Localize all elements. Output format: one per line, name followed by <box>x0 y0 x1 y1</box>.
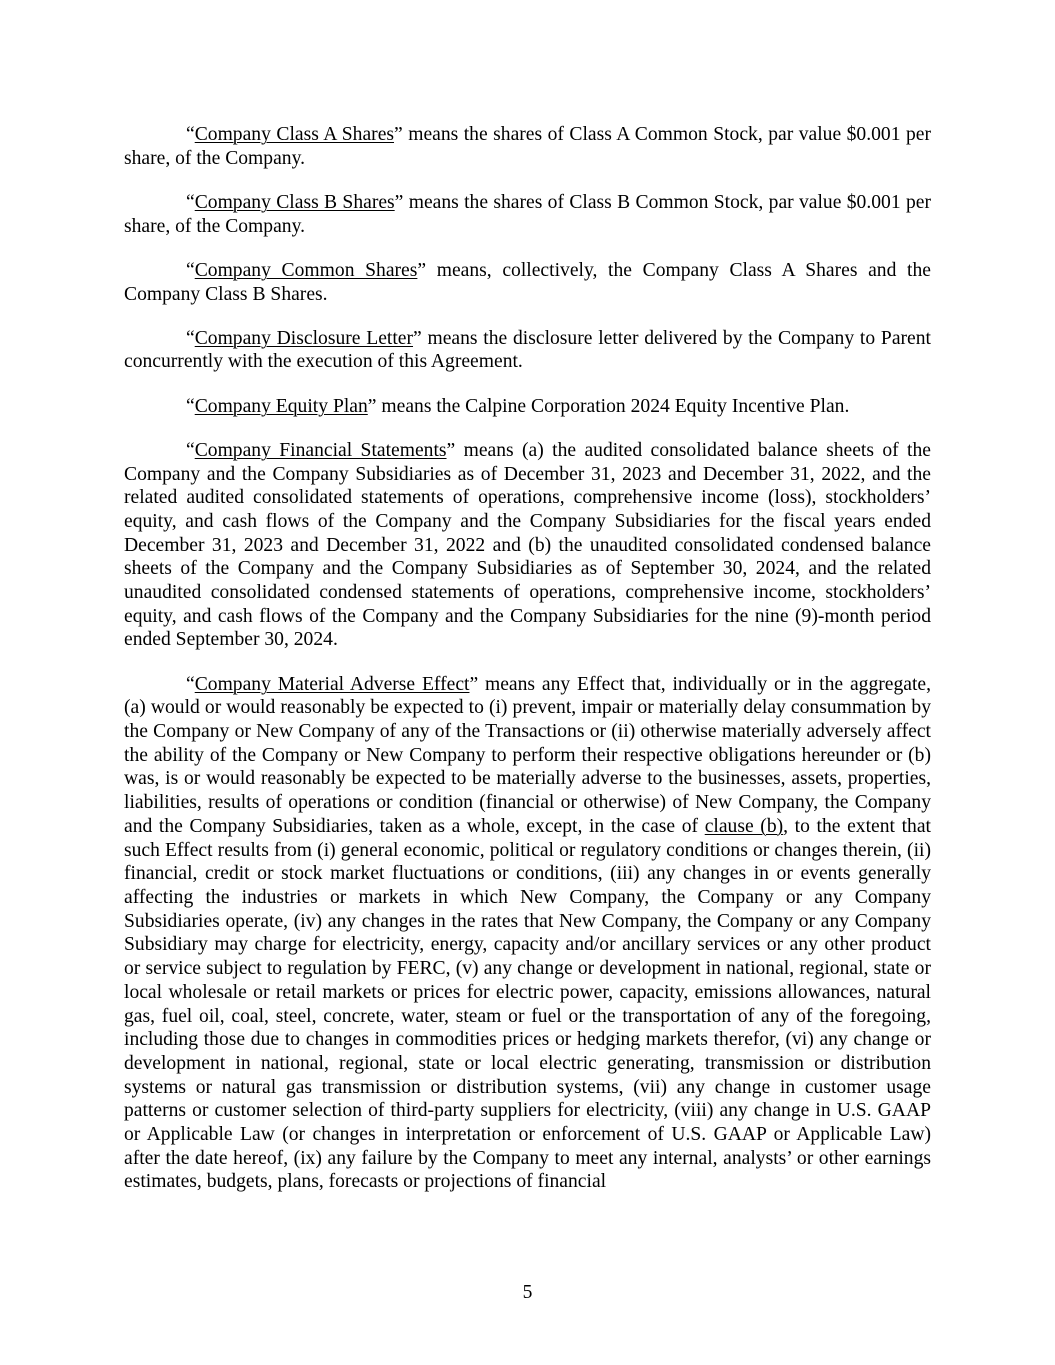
defined-term: Company Material Adverse Effect <box>194 673 470 695</box>
document-page <box>124 123 931 1194</box>
definition-company-financial-statements: “Company Financial Statements” means (a) the audited consolidated balance sheets of the Company and the Company Subsidiaries as of December 31, 2023 and December 31, 2022, and the related audited consolidated statements of operations, comprehensive income (loss), stockholders’ equity, and cash flows of the Company and the Company Subsidiaries for the fiscal years ended December 31, 2023 and December 31, 2022 and (b) the unaudited consolidated condensed balance sheets of the Company and the Company Subsidiaries as of September 30, 2024, and the related unaudited consolidated condensed statements of operations, comprehensive income, stockholders’ equity, and cash flows of the Company and the Company Subsidiaries for the nine (9)-month period ended September 30, 2024. <box>124 439 931 651</box>
defined-term: Company Equity Plan <box>194 395 368 417</box>
definition-text: means (a) the audited consolidated balance sheets of the Company and the Company Subsidiaries as of December 31, 2023 and December 31, 2022, and the related audited consolidated statements of operations, comprehensive income (loss), stockholders’ equity, and cash flows of the Company and the Company Subsidiaries for the fiscal years ended December 31, 2023 and December 31, 2022 and (b) the unaudited consolidated condensed balance sheets of the Company and the Company Subsidiaries as of September 30, 2024, and the related unaudited consolidated condensed statements of operations, comprehensive income, stockholders’ equity, and cash flows of the Company and the Company Subsidiaries for the nine (9)-month period ended September 30, 2024. <box>124 439 931 651</box>
definition-company-class-a-shares: “Company Class A Shares” means the shares of Class A Common Stock, par value $0.001 per share, of the Company. <box>124 124 931 169</box>
defined-term: Company Common Shares <box>194 259 418 281</box>
defined-term: Company Financial Statements <box>194 439 447 461</box>
definition-company-common-shares: “Company Common Shares” means, collectively, the Company Class A Shares and the Company Class B Shares. <box>124 259 931 305</box>
defined-term: Company Class A Shares <box>194 124 395 145</box>
definition-company-material-adverse-effect: “Company Material Adverse Effect” means any Effect that, individually or in the aggregate, (a) would or would reasonably be expected to (i) prevent, impair or materially delay consummation by the Company or New Company of any of the Transactions or (ii) otherwise materially adversely affect the ability of the Company or New Company to perform their respective obligations hereunder or (b) was, is or would reasonably be expected to be materially adverse to the businesses, assets, properties, liabilities, results of operations or condition (financial or otherwise) of New Company, the Company and the Company Subsidiaries, taken as a whole, except, in the case of clause (b), to the extent that such Effect results from (i) general economic, political or regulatory conditions or changes therein, (ii) financial, credit or stock market fluctuations or conditions, (iii) any changes in or events generally affecting the industries or markets in which New Company, the Company or any Company Subsidiaries operate, (iv) any changes in the rates that New Company, the Company or any Company Subsidiary may charge for electricity, energy, capacity and/or ancillary services or any other product or service subject to regulation by FERC, (v) any change or development in national, regional, state or local wholesale or retail markets or prices for electric power, capacity, emissions allowances, natural gas, fuel oil, coal, steel, concrete, water, steam or fuel or the transportation of any of the foregoing, including those due to changes in commodities prices or hedging markets therefor, (vi) any change or development in national, regional, state or local electric generating, transmission or distribution systems or natural gas transmission or distribution systems, (vii) any change in customer usage patterns or customer selection of third-party suppliers for electricity, (viii) any change in U.S. GAAP or Applicable Law (or changes in interpretation or enforcement of U.S. GAAP or Applicable Law) after the date hereof, (ix) any failure by the Company to meet any internal, analysts’ or other earnings estimates, budgets, plans, forecasts or projections of financial <box>124 673 931 1193</box>
definition-company-class-b-shares: “Company Class B Shares” means the shares of Class B Common Stock, par value $0.001 per share, of the Company. <box>124 191 931 237</box>
defined-term: Company Class B Shares <box>194 191 395 213</box>
defined-term: Company Disclosure Letter <box>194 327 414 349</box>
definition-text: means the shares of Class A Common Stock, par value $0.001 per share, of the Company. <box>124 124 931 169</box>
clause-reference: clause (b) <box>704 815 784 837</box>
definition-company-disclosure-letter: “Company Disclosure Letter” means the disclosure letter delivered by the Company to Parent concurrently with the execution of this Agreement. <box>124 327 931 373</box>
definition-text: means the disclosure letter delivered by the Company to Parent concurrently with the execution of this Agreement. <box>124 327 931 373</box>
definition-text-continued: , to the extent that such Effect results from (i) general economic, political or regulatory conditions or changes therein, (ii) financial, credit or stock market fluctuations or conditions, (iii) any changes in or events generally affecting the industries or markets in which New Company, the Company or any Company Subsidiaries operate, (iv) any changes in the rates that New Company, the Company or any Company Subsidiary may charge for electricity, energy, capacity and/or ancillary services or any other product or service subject to regulation by FERC, (v) any change or development in national, regional, state or local wholesale or retail markets or prices for electric power, capacity, emissions allowances, natural gas, fuel oil, coal, steel, concrete, water, steam or fuel or the transportation of any of the foregoing, including those due to changes in commodities prices or hedging markets therefor, (vi) any change or development in national, regional, state or local electric generating, transmission or distribution systems or natural gas transmission or distribution systems, (vii) any change in customer usage patterns or customer selection of third-party suppliers for electricity, (viii) any change in U.S. GAAP or Applicable Law (or changes in interpretation or enforcement of U.S. GAAP or Applicable Law) after the date hereof, (ix) any failure by the Company to meet any internal, analysts’ or other earnings estimates, budgets, plans, forecasts or projections of financial <box>124 815 931 1193</box>
definition-text: means the shares of Class B Common Stock, par value $0.001 per share, of the Company. <box>124 191 931 237</box>
definition-company-equity-plan: “Company Equity Plan” means the Calpine Corporation 2024 Equity Incentive Plan. <box>186 395 850 417</box>
definition-text: means, collectively, the Company Class A Shares and the Company Class B Shares. <box>124 259 931 305</box>
definition-text: means the Calpine Corporation 2024 Equity Incentive Plan. <box>381 395 850 417</box>
page-number: 5 <box>522 1282 533 1303</box>
definition-text: means any Effect that, individually or in the aggregate, (a) would or would reasonably be expected to (i) prevent, impair or materially delay consummation by the Company or New Company of any of the Transactions or (ii) otherwise materially adversely affect the ability of the Company or New Company to perform their respective obligations hereunder or (b) was, is or would reasonably be expected to be materially adverse to the businesses, assets, properties, liabilities, results of operations or condition (financial or otherwise) of New Company, the Company and the Company Subsidiaries, taken as a whole, except, in the case of <box>124 673 931 837</box>
